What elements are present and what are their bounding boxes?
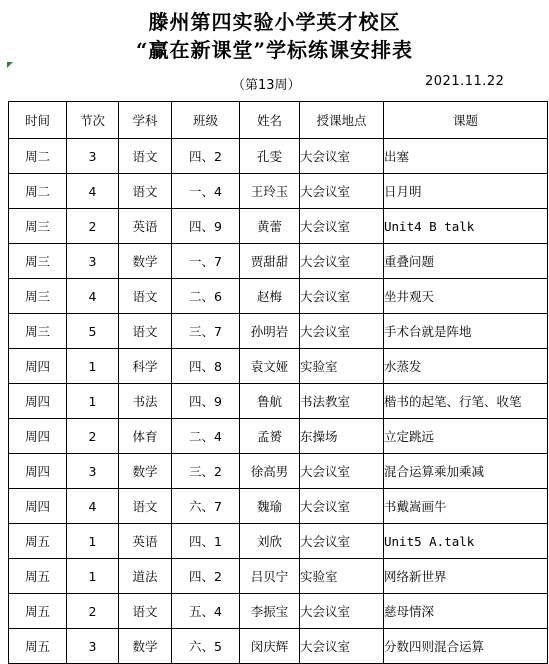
cell-teacher: 李振宝 (240, 594, 300, 629)
cell-period: 4 (67, 174, 119, 209)
cell-topic: Unit4 B talk (384, 209, 548, 244)
cell-location: 大会议室 (300, 139, 384, 174)
cell-teacher: 徐高男 (240, 454, 300, 489)
cell-time: 周三 (9, 279, 67, 314)
cell-period: 2 (67, 419, 119, 454)
table-row (9, 209, 548, 244)
cell-teacher: 鲁航 (240, 384, 300, 419)
cell-class: 六、5 (172, 629, 240, 664)
cell-period: 3 (67, 139, 119, 174)
cell-time: 周五 (9, 594, 67, 629)
cell-topic: 网络新世界 (384, 559, 548, 594)
cell-class: 一、7 (172, 244, 240, 279)
cell-subject: 科学 (119, 349, 172, 384)
cell-topic: 出塞 (384, 139, 548, 174)
cell-topic: 楷书的起笔、行笔、收笔 (384, 384, 548, 419)
cell-time: 周三 (9, 209, 67, 244)
col-header-topic: 课题 (384, 102, 548, 139)
cell-teacher: 孔雯 (240, 139, 300, 174)
table-row (9, 524, 548, 559)
cell-time: 周五 (9, 629, 67, 664)
cell-teacher: 黄蕾 (240, 209, 300, 244)
cell-location: 实验室 (300, 559, 384, 594)
cell-subject: 语文 (119, 314, 172, 349)
table-row (9, 314, 548, 349)
cell-subject: 语文 (119, 594, 172, 629)
cell-subject: 英语 (119, 524, 172, 559)
table-row (9, 454, 548, 489)
cell-period: 2 (67, 209, 119, 244)
cell-teacher: 王玲玉 (240, 174, 300, 209)
cell-location: 大会议室 (300, 279, 384, 314)
date-label: 2021.11.22 (425, 74, 505, 89)
cell-class: 一、4 (172, 174, 240, 209)
cell-location: 大会议室 (300, 244, 384, 279)
cell-time: 周四 (9, 489, 67, 524)
cell-subject: 体育 (119, 419, 172, 454)
cell-location: 大会议室 (300, 489, 384, 524)
cell-time: 周四 (9, 454, 67, 489)
cell-subject: 英语 (119, 209, 172, 244)
table-row (9, 139, 548, 174)
cell-class: 五、4 (172, 594, 240, 629)
cell-time: 周二 (9, 174, 67, 209)
col-header-time: 时间 (9, 102, 67, 139)
cell-time: 周四 (9, 384, 67, 419)
cell-teacher: 吕贝宁 (240, 559, 300, 594)
col-header-period: 节次 (67, 102, 119, 139)
cell-location: 大会议室 (300, 524, 384, 559)
cell-location: 实验室 (300, 349, 384, 384)
cell-comment-marker (7, 62, 13, 68)
cell-subject: 语文 (119, 489, 172, 524)
cell-period: 1 (67, 384, 119, 419)
header-row (9, 102, 548, 139)
cell-location: 大会议室 (300, 629, 384, 664)
cell-period: 4 (67, 489, 119, 524)
cell-time: 周四 (9, 349, 67, 384)
cell-topic: 日月明 (384, 174, 548, 209)
cell-location: 书法教室 (300, 384, 384, 419)
cell-subject: 语文 (119, 139, 172, 174)
cell-subject: 数学 (119, 629, 172, 664)
cell-teacher: 孙明岩 (240, 314, 300, 349)
cell-topic: 水蒸发 (384, 349, 548, 384)
col-header-subject: 学科 (119, 102, 172, 139)
col-header-teacher: 姓名 (240, 102, 300, 139)
cell-class: 二、6 (172, 279, 240, 314)
table-row (9, 419, 548, 454)
cell-class: 二、4 (172, 419, 240, 454)
cell-time: 周三 (9, 314, 67, 349)
cell-class: 四、9 (172, 384, 240, 419)
table-row (9, 174, 548, 209)
cell-period: 3 (67, 244, 119, 279)
cell-location: 大会议室 (300, 594, 384, 629)
table-row (9, 349, 548, 384)
cell-class: 四、1 (172, 524, 240, 559)
cell-class: 四、2 (172, 559, 240, 594)
cell-location: 东操场 (300, 419, 384, 454)
cell-subject: 语文 (119, 279, 172, 314)
cell-class: 四、2 (172, 139, 240, 174)
cell-teacher: 闵庆辉 (240, 629, 300, 664)
cell-class: 四、8 (172, 349, 240, 384)
cell-subject: 数学 (119, 244, 172, 279)
cell-subject: 数学 (119, 454, 172, 489)
cell-class: 六、7 (172, 489, 240, 524)
cell-period: 2 (67, 594, 119, 629)
cell-topic: 重叠问题 (384, 244, 548, 279)
cell-teacher: 贾甜甜 (240, 244, 300, 279)
cell-topic: 立定跳远 (384, 419, 548, 454)
cell-location: 大会议室 (300, 174, 384, 209)
cell-time: 周二 (9, 139, 67, 174)
col-header-class: 班级 (172, 102, 240, 139)
cell-period: 4 (67, 279, 119, 314)
cell-subject: 道法 (119, 559, 172, 594)
cell-period: 5 (67, 314, 119, 349)
cell-period: 3 (67, 454, 119, 489)
cell-time: 周三 (9, 244, 67, 279)
cell-period: 1 (67, 524, 119, 559)
cell-period: 1 (67, 349, 119, 384)
col-header-location: 授课地点 (300, 102, 384, 139)
cell-class: 三、2 (172, 454, 240, 489)
cell-teacher: 袁文娅 (240, 349, 300, 384)
table-row (9, 244, 548, 279)
cell-time: 周四 (9, 419, 67, 454)
table-row (9, 384, 548, 419)
schedule-table (8, 101, 548, 664)
title-school: 滕州第四实验小学英才校区 (148, 10, 401, 34)
cell-time: 周五 (9, 524, 67, 559)
title-schedule: “赢在新课堂”学标练课安排表 (135, 38, 413, 62)
cell-class: 三、7 (172, 314, 240, 349)
cell-subject: 语文 (119, 174, 172, 209)
table-row (9, 559, 548, 594)
cell-period: 3 (67, 629, 119, 664)
cell-topic: 手术台就是阵地 (384, 314, 548, 349)
cell-location: 大会议室 (300, 209, 384, 244)
cell-teacher: 魏瑜 (240, 489, 300, 524)
cell-teacher: 刘欣 (240, 524, 300, 559)
cell-topic: 坐井观天 (384, 279, 548, 314)
cell-period: 1 (67, 559, 119, 594)
cell-topic: Unit5 A.talk (384, 524, 548, 559)
cell-teacher: 赵梅 (240, 279, 300, 314)
week-label: （第13周） (232, 78, 301, 93)
table-row (9, 594, 548, 629)
cell-topic: 书戴嵩画牛 (384, 489, 548, 524)
cell-topic: 分数四则混合运算 (384, 629, 548, 664)
table-row (9, 489, 548, 524)
cell-teacher: 孟赟 (240, 419, 300, 454)
cell-topic: 混合运算乘加乘减 (384, 454, 548, 489)
table-row (9, 279, 548, 314)
cell-location: 大会议室 (300, 454, 384, 489)
cell-subject: 书法 (119, 384, 172, 419)
cell-topic: 慈母情深 (384, 594, 548, 629)
cell-class: 四、9 (172, 209, 240, 244)
cell-time: 周五 (9, 559, 67, 594)
table-row (9, 629, 548, 664)
cell-location: 大会议室 (300, 314, 384, 349)
